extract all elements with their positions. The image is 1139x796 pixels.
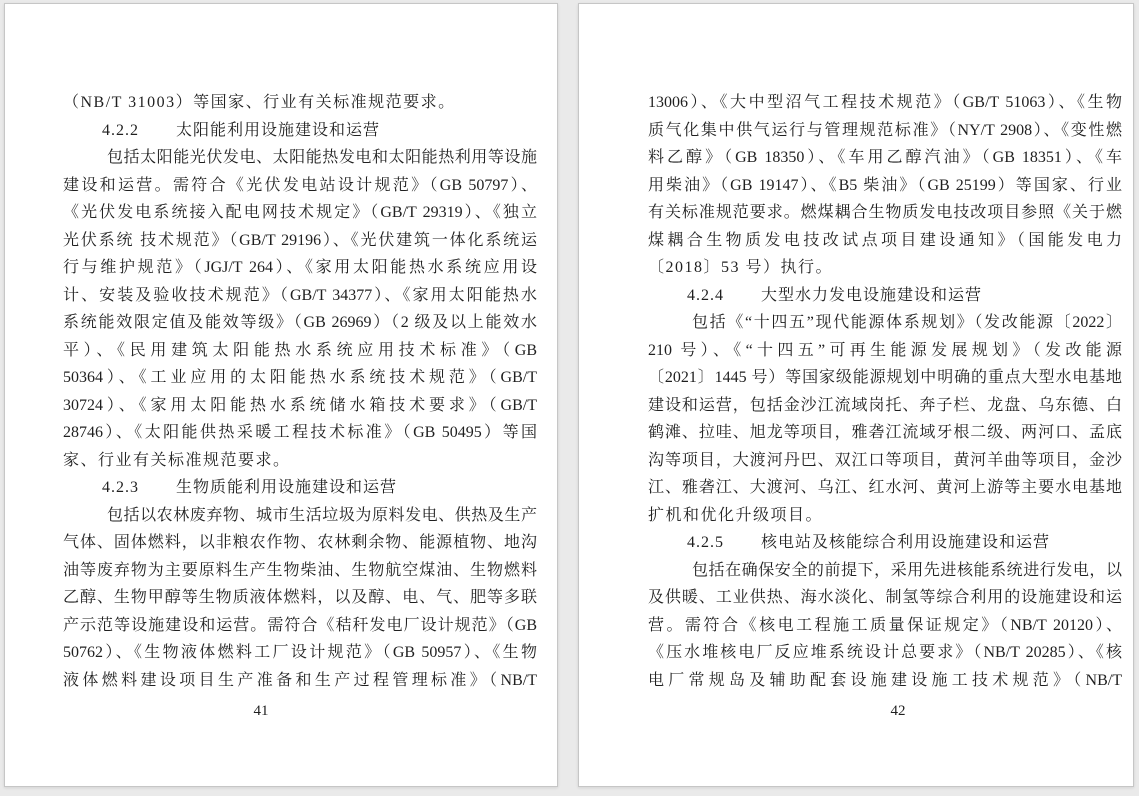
heading-number: 4.2.2 — [102, 121, 139, 139]
text-line: 50364）、《工业应用的太阳能热水系统技术规范》（GB/T — [63, 369, 537, 386]
document-page-42 — [578, 3, 1134, 787]
text-line: 家、行业有关标准规范要求。 — [63, 451, 291, 469]
document-page-41 — [4, 3, 558, 787]
section-heading — [63, 474, 537, 502]
text-line: 《光伏发电系统接入配电网技术规定》（GB/T 29319）、《独立 — [63, 204, 537, 221]
heading-title: 生物质能利用设施建设和运营 — [176, 479, 398, 496]
text-line: 煤耦合生物质发电技改试点项目建设通知》（国能发电力 — [648, 231, 1122, 249]
text-line: 质气化集中供气运行与管理规范标准》（NY/T 2908）、《变性燃 — [648, 121, 1122, 139]
text-line: 扩机和优化升级项目。 — [648, 506, 824, 524]
heading-title: 核电站及核能综合利用设施建设和运营 — [761, 534, 1051, 551]
text-line: 用柴油》（GB 19147）、《B5 柴油》（GB 25199）等国家、行业 — [648, 176, 1122, 194]
text-line: 光伏系统 技术规范》（GB/T 29196）、《光伏建筑一体化系统运 — [63, 231, 537, 249]
text-line: 包括以农林废弃物、城市生活垃圾为原料发电、供热及生产 — [107, 506, 537, 524]
text-line: 鹤滩、拉哇、旭龙等项目，雅砻江流域牙根二级、两河口、孟底 — [648, 424, 1122, 441]
text-line: 乙醇、生物甲醇等生物质液体燃料，以及醇、电、气、肥等多联 — [63, 589, 537, 606]
text-line: 系统能效限定值及能效等级》（GB 26969）（2 级及以上能效水 — [63, 314, 537, 331]
text-line: 13006）、《大中型沼气工程技术规范》（GB/T 51063）、《生物 — [648, 94, 1122, 111]
text-line: 210 号）、《“十四五”可再生能源发展规划》（发改能源 — [648, 341, 1122, 359]
text-line: 28746）、《太阳能供热采暖工程技术标准》（GB 50495）等国 — [63, 424, 537, 441]
text-line: 油等废弃物为主要原料生产生物柴油、生物航空煤油、生物燃料 — [63, 561, 537, 579]
text-line: 营。需符合《核电工程施工质量保证规定》（NB/T 20120）、 — [648, 616, 1122, 634]
section-heading — [63, 117, 537, 145]
text-line: 〔2021〕1445 号）等国家级能源规划中明确的重点大型水电基地 — [648, 369, 1122, 386]
page-number: 41 — [253, 703, 269, 719]
section-heading — [648, 529, 1122, 557]
text-line: 〔2018〕53 号）执行。 — [648, 259, 834, 276]
page-number: 42 — [890, 703, 906, 719]
text-line: 气体、固体燃料，以非粮农作物、农林剩余物、能源植物、地沟 — [63, 534, 537, 551]
text-line: 液体燃料建设项目生产准备和生产过程管理标准》（NB/T — [63, 671, 537, 689]
section-heading — [648, 282, 1122, 310]
text-line: 有关标准规范要求。燃煤耦合生物质发电技改项目参照《关于燃 — [648, 204, 1122, 221]
text-line: 50762）、《生物液体燃料工厂设计规范》（GB 50957）、《生物 — [63, 644, 537, 661]
text-line: 及供暖、工业供热、海水淡化、制氢等综合利用的设施建设和运 — [648, 589, 1122, 606]
text-line: 江、雅砻江、大渡河、乌江、红水河、黄河上游等主要水电基地 — [648, 479, 1122, 496]
heading-number: 4.2.3 — [102, 479, 139, 496]
text-line: （NB/T 31003）等国家、行业有关标准规范要求。 — [63, 94, 456, 111]
heading-title: 太阳能利用设施建设和运营 — [176, 121, 381, 139]
text-line: 行与维护规范》（JGJ/T 264）、《家用太阳能热水系统应用设 — [63, 259, 537, 276]
text-line: 包括《“十四五”现代能源体系规划》（发改能源〔2022〕 — [692, 314, 1122, 331]
text-line: 包括太阳能光伏发电、太阳能热发电和太阳能热利用等设施 — [107, 149, 537, 166]
heading-title: 大型水力发电设施建设和运营 — [761, 286, 983, 304]
text-line: 《压水堆核电厂反应堆系统设计总要求》（NB/T 20285）、《核 — [648, 644, 1122, 661]
text-line: 沟等项目，大渡河丹巴、双江口等项目，黄河羊曲等项目，金沙 — [648, 451, 1122, 469]
heading-number: 4.2.5 — [687, 534, 724, 551]
text-line: 建设和运营。需符合《光伏发电站设计规范》（GB 50797）、 — [63, 176, 537, 194]
text-line: 计、安装及验收技术规范》（GB/T 34377）、《家用太阳能热水 — [63, 286, 537, 304]
text-line: 包括在确保安全的前提下，采用先进核能系统进行发电，以 — [692, 561, 1122, 579]
text-line: 30724）、《家用太阳能热水系统储水箱技术要求》（GB/T — [63, 396, 537, 414]
page-41-text-block — [63, 89, 537, 694]
page-42-text-block — [648, 89, 1122, 694]
heading-number: 4.2.4 — [687, 286, 724, 304]
text-line: 电厂常规岛及辅助配套设施建设施工技术规范》（NB/T — [648, 671, 1122, 689]
text-line: 产示范等设施建设和运营。需符合《秸秆发电厂设计规范》（GB — [63, 616, 537, 634]
text-line: 建设和运营，包括金沙江流域岗托、奔子栏、龙盘、乌东德、白 — [648, 396, 1122, 414]
text-line: 料乙醇》（GB 18350）、《车用乙醇汽油》（GB 18351）、《车 — [648, 149, 1122, 166]
text-line: 平）、《民用建筑太阳能热水系统应用技术标准》（GB — [63, 341, 537, 359]
